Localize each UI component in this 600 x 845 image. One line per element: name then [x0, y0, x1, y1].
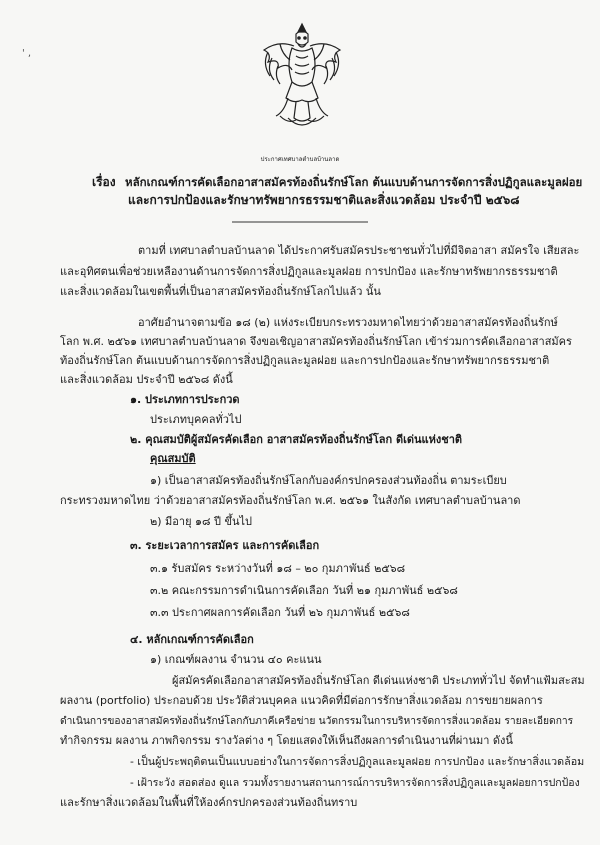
section-1-body: ประเภทบุคคลทั่วไป — [150, 413, 242, 426]
section-4-criterion-1: ๑) เกณฑ์ผลงาน จำนวน ๔๐ คะแนน — [150, 653, 322, 666]
authority-line-1: อาศัยอำนาจตามข้อ ๑๘ (๒) แห่งระเบียบกระทรวงมหาดไทยว่าด้วยอาสาสมัครท้องถิ่นรักษ์ — [138, 316, 558, 329]
section-4-heading: ๔. หลักเกณฑ์การคัดเลือก — [130, 633, 254, 646]
section-2-item-1-line-1: ๑) เป็นอาสาสมัครท้องถิ่นรักษ์โลกกับองค์กรปกครองส่วนท้องถิ่น ตามระเบียบ — [150, 474, 507, 487]
garuda-emblem-icon — [258, 20, 346, 134]
section-4-bullet-2-line-1: - เฝ้าระวัง สอดส่อง ดูแล รวมทั้งรายงานสถานการณ์การบริหารจัดการสิ่งปฏิกูลและมูลฝอยการปกป้อง — [130, 777, 580, 789]
header-divider — [232, 220, 368, 224]
section-4-para-line-4: ทำกิจกรรม ผลงาน ภาพกิจกรรม รางวัลต่าง ๆ โดยแสดงให้เห็นถึงผลการดำเนินงานที่ผ่านมา ดังนี้ — [60, 734, 513, 747]
intro-line-3: และสิ่งแวดล้อมในเขตพื้นที่เป็นอาสาสมัครท้องถิ่นรักษ์โลกไปแล้ว นั้น — [60, 285, 381, 298]
subject-line-1: หลักเกณฑ์การคัดเลือกอาสาสมัครท้องถิ่นรักษ์โลก ต้นแบบด้านการจัดการสิ่งปฏิกูลและมูลฝอย — [125, 175, 583, 189]
section-3-item-3: ๓.๓ ประกาศผลการคัดเลือก วันที่ ๒๖ กุมภาพันธ์ ๒๕๖๘ — [150, 606, 410, 619]
authority-line-3: ท้องถิ่นรักษ์โลก ต้นแบบด้านการจัดการสิ่งปฏิกูลและมูลฝอย และการปกป้องและรักษาทรัพยากรธรรมชาติ — [60, 354, 550, 367]
section-2-heading: ๒. คุณสมบัติผู้สมัครคัดเลือก อาสาสมัครท้องถิ่นรักษ์โลก ดีเด่นแห่งชาติ — [130, 433, 463, 446]
section-3-item-2: ๓.๒ คณะกรรมการดำเนินการคัดเลือก วันที่ ๒๑ กุมภาพันธ์ ๒๕๖๘ — [150, 584, 458, 597]
section-4-para-line-3: ดำเนินการของอาสาสมัครท้องถิ่นรักษ์โลกกับภาคีเครือข่าย นวัตกรรมในการบริหารจัดการสิ่งแวดล้อม รายละเอียดการ — [60, 715, 574, 727]
announcement-title: ประกาศเทศบาลตำบลบ้านลาด — [260, 156, 340, 163]
section-2-subheading: คุณสมบัติ — [150, 452, 196, 465]
section-1-heading: ๑. ประเภทการประกวด — [130, 393, 240, 406]
subject-line-2: และการปกป้องและรักษาทรัพยากรธรรมชาติและสิ่งแวดล้อม ประจำปี ๒๕๖๘ — [128, 193, 520, 207]
authority-line-4: และสิ่งแวดล้อม ประจำปี ๒๕๖๘ ดังนี้ — [60, 373, 233, 386]
section-4-para-line-1: ผู้สมัครคัดเลือกอาสาสมัครท้องถิ่นรักษ์โลก ดีเด่นแห่งชาติ ประเภททั่วไป จัดทำแฟ้มสะสม — [172, 674, 585, 687]
section-3-heading: ๓. ระยะเวลาการสมัคร และการคัดเลือก — [130, 539, 320, 552]
intro-line-2: และอุทิศตนเพื่อช่วยเหลืองานด้านการจัดการสิ่งปฏิกูลและมูลฝอย การปกป้อง และรักษาทรัพยากรธรรมชาติ — [60, 265, 558, 278]
margin-marks: ' , — [22, 48, 32, 59]
section-2-item-2: ๒) มีอายุ ๑๘ ปี ขึ้นไป — [150, 515, 253, 528]
subject-label: เรื่อง — [92, 175, 116, 189]
section-4-para-line-2: ผลงาน (portfolio) ประกอบด้วย ประวัติส่วนบุคคล แนวคิดที่มีต่อการรักษาสิ่งแวดล้อม การขยายผลการ — [60, 694, 543, 707]
intro-line-1: ตามที่ เทศบาลตำบลบ้านลาด ได้ประกาศรับสมัครประชาชนทั่วไปที่มีจิตอาสา สมัครใจ เสียสละ — [138, 244, 580, 257]
section-3-item-1: ๓.๑ รับสมัคร ระหว่างวันที่ ๑๘ – ๒๐ กุมภาพันธ์ ๒๕๖๘ — [150, 562, 406, 575]
section-4-bullet-2-line-2: และรักษาสิ่งแวดล้อมในพื้นที่ให้องค์กรปกครองส่วนท้องถิ่นทราบ — [60, 796, 358, 809]
authority-line-2: โลก พ.ศ. ๒๕๖๑ เทศบาลตำบลบ้านลาด จึงขอเชิญอาสาสมัครท้องถิ่นรักษ์โลก เข้าร่วมการคัดเลือกอาสาสมัคร — [60, 335, 572, 348]
section-2-item-1-line-2: กระทรวงมหาดไทย ว่าด้วยอาสาสมัครท้องถิ่นรักษ์โลก พ.ศ. ๒๕๖๑ ในสังกัด เทศบาลตำบลบ้านลาด — [60, 494, 521, 507]
section-4-bullet-1: - เป็นผู้ประพฤติตนเป็นแบบอย่างในการจัดการสิ่งปฏิกูลและมูลฝอย การปกป้อง และรักษาสิ่งแวดล้อม — [130, 755, 585, 768]
